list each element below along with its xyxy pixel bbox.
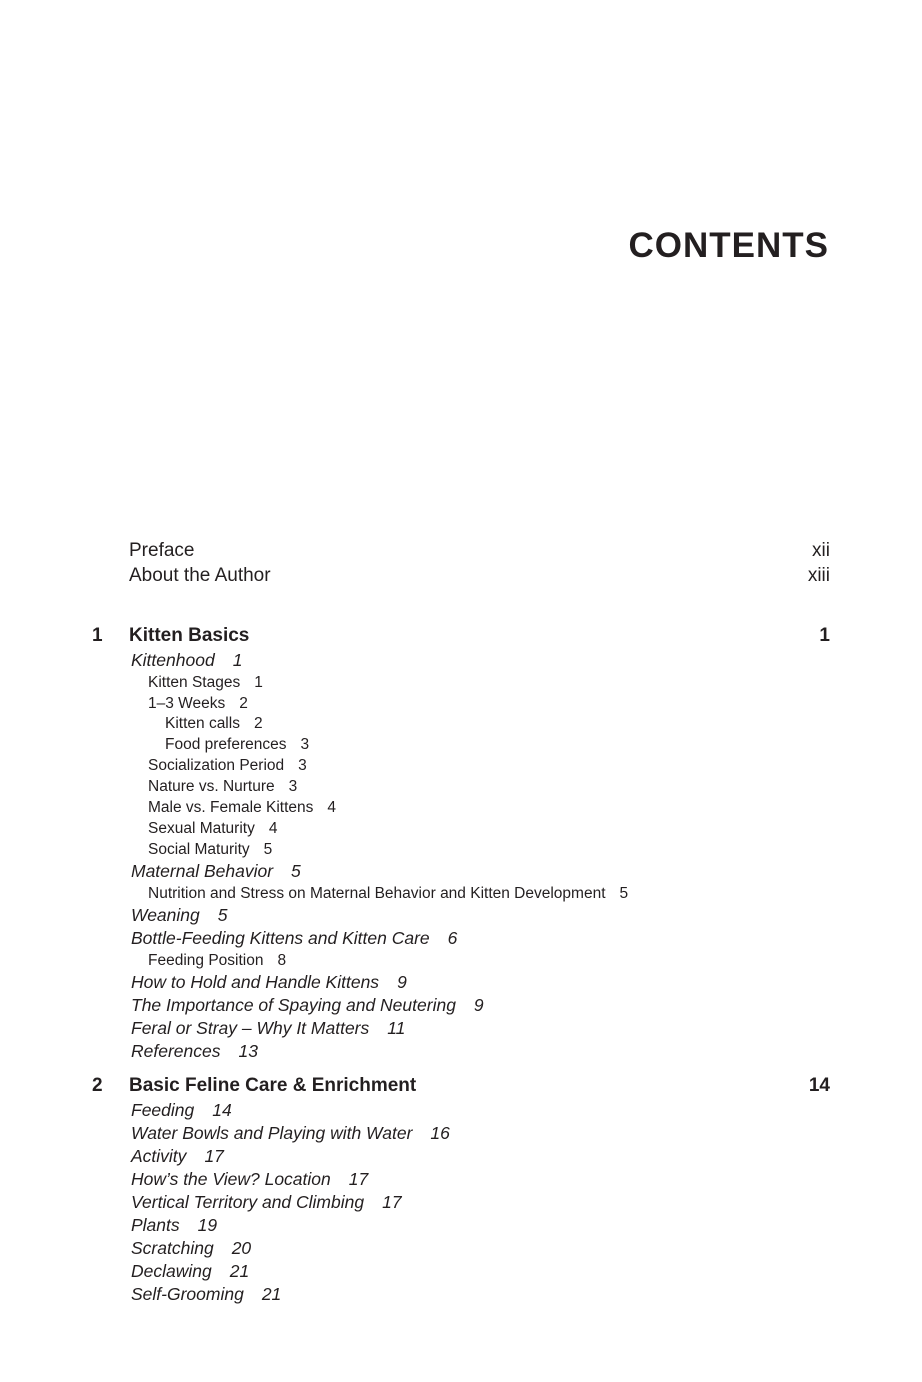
toc-entry[interactable]: [0, 818, 830, 839]
entry-page: 17: [382, 1192, 402, 1212]
entry-title: Scratching: [131, 1238, 214, 1258]
entry-title: Plants: [131, 1215, 180, 1235]
toc-entry[interactable]: [0, 1040, 830, 1063]
toc-entry[interactable]: [0, 1017, 830, 1040]
toc-entry[interactable]: [0, 927, 830, 950]
entry-title: Declawing: [131, 1261, 212, 1281]
chapter-title: Basic Feline Care & Enrichment: [129, 1075, 417, 1096]
chapter-1: [0, 623, 830, 1063]
entry-title: Preface: [129, 540, 195, 561]
entry-page: 5: [217, 905, 228, 925]
toc-entry[interactable]: [0, 1168, 830, 1191]
toc-entry[interactable]: [0, 1099, 830, 1122]
chapter-heading[interactable]: [0, 623, 830, 649]
entry-page: 3: [298, 757, 307, 774]
toc-entry[interactable]: [0, 776, 830, 797]
entry-page: 20: [231, 1238, 252, 1258]
toc-entry[interactable]: [0, 672, 830, 693]
entry-title: Kitten calls: [165, 715, 240, 732]
entry-title: Weaning: [131, 905, 200, 925]
toc-entry[interactable]: [0, 883, 830, 904]
entry-title: Feeding Position: [148, 952, 264, 969]
chapter-number: 2: [92, 1075, 103, 1096]
toc-entry[interactable]: [0, 693, 830, 714]
entry-page: 21: [229, 1261, 250, 1281]
entry-title: Bottle-Feeding Kittens and Kitten Care: [131, 928, 430, 948]
toc-entry[interactable]: [0, 904, 830, 927]
entry-title: Vertical Territory and Climbing: [131, 1192, 365, 1212]
chapter-entries: [0, 649, 830, 1063]
entry-page: 9: [473, 995, 484, 1015]
toc-entry[interactable]: [0, 1214, 830, 1237]
toc-entry[interactable]: [0, 994, 830, 1017]
entry-page: 9: [397, 972, 407, 992]
chapter-heading[interactable]: [0, 1073, 830, 1099]
chapter-number: 1: [92, 625, 103, 646]
entry-page: 8: [277, 952, 287, 969]
entry-title: Social Maturity: [148, 841, 250, 858]
entry-title: Nutrition and Stress on Maternal Behavior and Kitten Development: [148, 885, 606, 902]
toc-entry[interactable]: [0, 971, 830, 994]
entry-page: 4: [268, 820, 278, 837]
entry-title: Kitten Stages: [148, 674, 241, 691]
entry-title: How’s the View? Location: [131, 1169, 331, 1189]
entry-page: 11: [387, 1018, 406, 1038]
toc-entry[interactable]: [0, 950, 830, 971]
entry-title: Water Bowls and Playing with Water: [131, 1123, 413, 1143]
toc-entry[interactable]: [0, 839, 830, 860]
toc-entry[interactable]: [0, 1260, 830, 1283]
entry-page: 21: [261, 1284, 282, 1304]
chapter-entries: [0, 1099, 830, 1306]
entry-page: 17: [204, 1146, 224, 1166]
entry-title: Socialization Period: [148, 757, 285, 774]
toc-entry[interactable]: [0, 714, 830, 735]
entry-title: Feral or Stray – Why It Matters: [131, 1018, 370, 1038]
entry-title: Kittenhood: [131, 650, 215, 670]
toc-entry[interactable]: [0, 735, 830, 756]
toc-entry[interactable]: [0, 797, 830, 818]
toc-entry-preface[interactable]: [129, 538, 830, 563]
entry-title: Male vs. Female Kittens: [148, 799, 314, 816]
entry-page: 5: [263, 841, 273, 858]
entry-title: The Importance of Spaying and Neutering: [131, 995, 456, 1015]
entry-title: Activity: [131, 1146, 187, 1166]
toc-entry[interactable]: [0, 1145, 830, 1168]
entry-title: 1–3 Weeks: [148, 695, 226, 712]
entry-page: 3: [300, 735, 310, 753]
entry-page: 5: [619, 885, 629, 902]
entry-page: 5: [291, 861, 301, 881]
chapter-2: [0, 1073, 830, 1306]
toc-entry[interactable]: [0, 755, 830, 776]
entry-page: 2: [239, 695, 248, 712]
toc-entry[interactable]: [0, 1122, 830, 1145]
entry-page: 4: [327, 799, 337, 816]
entry-page: 19: [197, 1215, 218, 1235]
entry-page: 16: [430, 1123, 450, 1143]
entry-title: Nature vs. Nurture: [148, 778, 275, 795]
toc-entry[interactable]: [0, 1237, 830, 1260]
toc-entry-about-the-author[interactable]: [129, 563, 830, 588]
entry-page: 2: [253, 715, 263, 732]
chapter-title: Kitten Basics: [129, 625, 250, 646]
entry-title: References: [131, 1041, 221, 1061]
entry-page: 1: [254, 674, 263, 691]
entry-page: xii: [812, 540, 830, 561]
entry-title: About the Author: [129, 565, 271, 586]
entry-page: 3: [288, 778, 298, 795]
entry-page: 17: [348, 1169, 369, 1189]
entry-title: How to Hold and Handle Kittens: [131, 972, 380, 992]
page-title: CONTENTS: [628, 226, 829, 265]
front-matter: [129, 538, 830, 588]
entry-page: 14: [212, 1100, 232, 1120]
toc-entry[interactable]: [0, 1191, 830, 1214]
entry-title: Self-Grooming: [131, 1284, 244, 1304]
toc-entry[interactable]: [0, 860, 830, 883]
chapter-page: 1: [819, 625, 830, 646]
chapter-page: 14: [808, 1075, 830, 1096]
toc-entry[interactable]: [0, 649, 830, 672]
toc-entry[interactable]: [0, 1283, 830, 1306]
entry-title: Sexual Maturity: [148, 820, 255, 837]
entry-title: Food preferences: [165, 735, 287, 753]
entry-page: 6: [447, 928, 458, 948]
entry-page: 13: [238, 1041, 258, 1061]
entry-page: xiii: [807, 565, 830, 586]
entry-title: Feeding: [131, 1100, 195, 1120]
entry-title: Maternal Behavior: [131, 861, 274, 881]
entry-page: 1: [232, 650, 243, 670]
